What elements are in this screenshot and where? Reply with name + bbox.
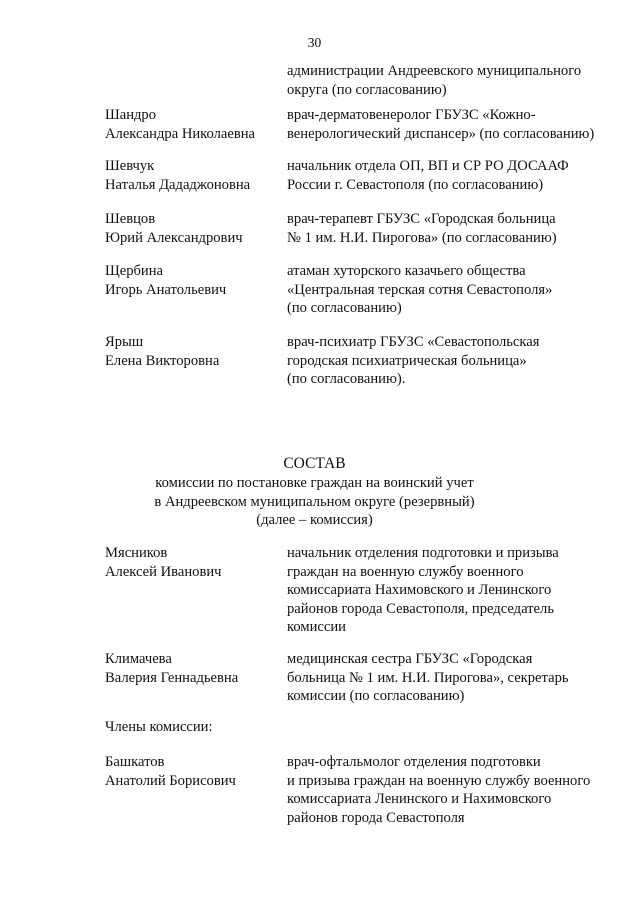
member-name: Ярыш Елена Викторовна bbox=[105, 334, 220, 369]
member-position: начальник отделения подготовки и призыва граждан на военную службу военного комиссариата Нахимовского и Ленинского районов города Севастополя, председатель комиссии bbox=[287, 545, 559, 635]
entry-description: администрации Андреевского муниципального округа (по согласованию) bbox=[287, 63, 582, 98]
member-position: атаман хуторского казачьего общества «Центральная терская сотня Севастополя» (по согласованию) bbox=[287, 263, 553, 316]
member-name: Климачева Валерия Геннадьевна bbox=[105, 651, 239, 686]
member-position: врач-психиатр ГБУЗС «Севастопольская городская психиатрическая больница» (по согласованию). bbox=[287, 334, 540, 387]
member-position: медицинская сестра ГБУЗС «Городская больница № 1 им. Н.И. Пирогова», секретарь комиссии (по согласованию) bbox=[287, 651, 569, 704]
member-position: врач-дерматовенеролог ГБУЗС «Кожно- венерологический диспансер» (по согласованию) bbox=[287, 107, 595, 142]
section-subtitle: комиссии по постановке граждан на воинский учет в Андреевском муниципальном округе (резервный) (далее – комиссия) bbox=[154, 475, 475, 528]
member-name: Шандро Александра Николаевна bbox=[105, 107, 256, 142]
member-name: Башкатов Анатолий Борисович bbox=[105, 754, 236, 789]
member-name: Шевчук Наталья Дададжоновна bbox=[105, 158, 251, 193]
page-number: 30 bbox=[307, 35, 322, 50]
members-label: Члены комиссии: bbox=[105, 719, 213, 735]
member-position: начальник отдела ОП, ВП и СР РО ДОСААФ России г. Севастополя (по согласованию) bbox=[287, 158, 569, 193]
member-position: врач-офтальмолог отделения подготовки и призыва граждан на военную службу военного комиссариата Ленинского и Нахимовского районов города Севастополя bbox=[287, 754, 591, 826]
member-name: Щербина Игорь Анатольевич bbox=[105, 263, 227, 298]
member-position: врач-терапевт ГБУЗС «Городская больница № 1 им. Н.И. Пирогова» (по согласованию) bbox=[287, 211, 557, 246]
member-name: Шевцов Юрий Александрович bbox=[105, 211, 243, 246]
member-name: Мясников Алексей Иванович bbox=[105, 545, 222, 580]
section-title: СОСТАВ bbox=[283, 455, 346, 472]
